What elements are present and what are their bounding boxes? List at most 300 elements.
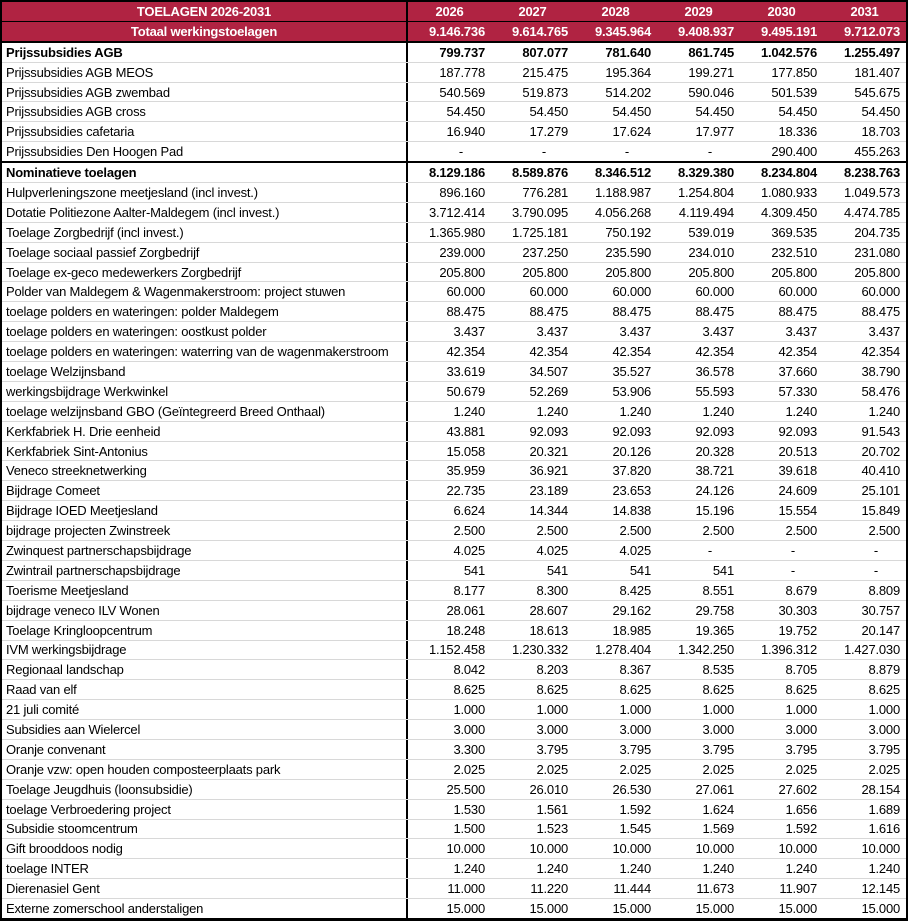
row-label: Veneco streeknetwerking: [2, 461, 408, 480]
cell-value-2029: -: [707, 542, 712, 558]
cell-value-2028: 195.364: [605, 64, 651, 80]
cell-value-2030: 8.234.804: [760, 165, 817, 181]
cell-value-2028: 29.162: [612, 602, 651, 618]
cell-value-2031: 8.879: [868, 662, 900, 678]
cell-value-2027: 776.281: [522, 184, 568, 200]
row-label: werkingsbijdrage Werkwinkel: [2, 382, 408, 401]
cell-value-2027: 18.613: [529, 622, 568, 638]
row-label: Oranje convenant: [2, 740, 408, 759]
cell-value-2028: 15.000: [612, 901, 651, 917]
table-row: [2, 520, 906, 540]
cell-value-2030: 3.795: [785, 741, 817, 757]
cell-value-2031: 25.101: [861, 483, 900, 499]
cell-value-2029: 1.000: [702, 702, 734, 718]
cell-value-2028: 17.624: [612, 124, 651, 140]
cell-value-2027: 2.500: [536, 523, 568, 539]
cell-value-2030: 18.336: [778, 124, 817, 140]
cell-value-2027: 1.000: [536, 702, 568, 718]
cell-value-2027: 237.250: [522, 244, 568, 260]
cell-value-2028: 8.625: [619, 682, 651, 698]
cell-value-2026: 10.000: [446, 841, 485, 857]
cell-value-2028: 1.240: [619, 403, 651, 419]
cell-value-2027: 17.279: [529, 124, 568, 140]
cell-value-2027: 60.000: [529, 284, 568, 300]
cell-value-2027: -: [541, 144, 546, 160]
cell-value-2029: 205.800: [688, 264, 734, 280]
cell-value-2028: 8.425: [619, 582, 651, 598]
table-row: [2, 101, 906, 121]
cell-value-2031: 205.800: [854, 264, 900, 280]
total-value-2027: 9.614.765: [511, 23, 568, 39]
cell-value-2027: 205.800: [522, 264, 568, 280]
cell-value-2027: 36.921: [529, 463, 568, 479]
cell-value-2031: 1.240: [868, 861, 900, 877]
cell-value-2029: 29.758: [695, 602, 734, 618]
cell-value-2030: 39.618: [778, 463, 817, 479]
cell-value-2031: 15.000: [861, 901, 900, 917]
cell-value-2031: 54.450: [861, 104, 900, 120]
row-label: Subsidies aan Wielercel: [2, 720, 408, 739]
cell-value-2030: 4.309.450: [760, 204, 817, 220]
row-label: Externe zomerschool anderstaligen: [2, 899, 408, 918]
cell-value-2028: 14.838: [612, 503, 651, 519]
cell-value-2026: 205.800: [439, 264, 485, 280]
cell-value-2028: 20.126: [612, 443, 651, 459]
cell-value-2026: -: [458, 144, 463, 160]
cell-value-2028: 750.192: [605, 224, 651, 240]
cell-value-2030: 57.330: [778, 383, 817, 399]
cell-value-2030: 92.093: [778, 423, 817, 439]
table-row: [2, 182, 906, 202]
table-row: [2, 679, 906, 699]
table-row: [2, 779, 906, 799]
cell-value-2031: 3.795: [868, 741, 900, 757]
cell-value-2027: 88.475: [529, 304, 568, 320]
cell-value-2028: 23.653: [612, 483, 651, 499]
cell-value-2026: 50.679: [446, 383, 485, 399]
cell-value-2031: 88.475: [861, 304, 900, 320]
cell-value-2031: 60.000: [861, 284, 900, 300]
year-header-2030: 2030: [767, 3, 796, 19]
cell-value-2026: 540.569: [439, 84, 485, 100]
table-row: [2, 381, 906, 401]
cell-value-2026: 3.712.414: [428, 204, 485, 220]
cell-value-2028: 11.444: [613, 881, 651, 897]
cell-value-2028: 60.000: [612, 284, 651, 300]
cell-value-2027: 807.077: [522, 44, 568, 60]
cell-value-2026: 2.025: [453, 761, 485, 777]
cell-value-2028: 235.590: [605, 244, 651, 260]
cell-value-2029: -: [707, 144, 712, 160]
cell-value-2027: 3.000: [536, 722, 568, 737]
cell-value-2026: 8.625: [453, 682, 485, 698]
table-row: [2, 838, 906, 858]
cell-value-2029: 10.000: [695, 841, 734, 857]
cell-value-2027: 8.625: [536, 682, 568, 698]
cell-value-2028: 2.500: [619, 523, 651, 539]
cell-value-2027: 1.240: [536, 861, 568, 877]
row-label: bijdrage veneco ILV Wonen: [2, 601, 408, 620]
cell-value-2026: 15.058: [446, 443, 485, 459]
row-label: toelage Welzijnsband: [2, 362, 408, 381]
table-row: [2, 540, 906, 560]
cell-value-2027: 8.300: [536, 582, 568, 598]
cell-value-2031: 181.407: [854, 64, 900, 80]
table-row: [2, 620, 906, 640]
row-label: Prijssubsidies AGB cross: [2, 102, 408, 121]
total-value-2028: 9.345.964: [594, 23, 651, 39]
table-row: [2, 699, 906, 719]
cell-value-2030: 1.042.576: [760, 44, 817, 60]
row-label: Polder van Maldegem & Wagenmakerstroom: project stuwen: [2, 282, 408, 301]
cell-value-2027: 8.203: [536, 662, 568, 678]
cell-value-2029: 4.119.494: [678, 204, 734, 220]
cell-value-2031: 1.616: [868, 821, 900, 837]
cell-value-2030: 15.554: [778, 503, 817, 519]
row-label: Prijssubsidies AGB zwembad: [2, 83, 408, 102]
row-label: Bijdrage IOED Meetjesland: [2, 501, 408, 520]
row-label: Prijssubsidies Den Hoogen Pad: [2, 142, 408, 161]
cell-value-2026: 239.000: [439, 244, 485, 260]
cell-value-2028: 2.025: [619, 761, 651, 777]
row-label: Hulpverleningszone meetjesland (incl invest.): [2, 183, 408, 202]
cell-value-2031: 1.000: [868, 702, 900, 718]
cell-value-2030: 19.752: [778, 622, 817, 638]
table-row: [2, 659, 906, 679]
cell-value-2030: 24.609: [778, 483, 817, 499]
cell-value-2031: 30.757: [861, 602, 900, 618]
cell-value-2030: 3.437: [785, 324, 817, 340]
row-label: toelage polders en wateringen: waterring van de wagenmakerstroom: [2, 342, 408, 361]
row-label: Kerkfabriek Sint-Antonius: [2, 442, 408, 461]
table-row: [2, 82, 906, 102]
cell-value-2028: 781.640: [605, 44, 651, 60]
cell-value-2027: 11.220: [530, 881, 568, 897]
cell-value-2026: 43.881: [446, 423, 485, 439]
table-row: [2, 441, 906, 461]
cell-value-2027: 215.475: [522, 64, 568, 80]
cell-value-2031: 1.427.030: [843, 642, 900, 658]
cell-value-2026: 18.248: [446, 622, 485, 638]
cell-value-2027: 14.344: [529, 503, 568, 519]
cell-value-2029: 541: [712, 562, 734, 578]
cell-value-2030: -: [790, 562, 795, 578]
cell-value-2027: 92.093: [529, 423, 568, 439]
cell-value-2029: 2.025: [702, 761, 734, 777]
row-label: 21 juli comité: [2, 700, 408, 719]
total-value-2031: 9.712.073: [843, 23, 900, 39]
cell-value-2029: 3.000: [702, 722, 734, 737]
cell-value-2026: 1.152.458: [428, 642, 485, 658]
row-label: Kerkfabriek H. Drie eenheid: [2, 422, 408, 441]
cell-value-2029: 1.624: [702, 801, 734, 817]
cell-value-2026: 3.437: [453, 324, 485, 340]
cell-value-2026: 8.042: [453, 662, 485, 678]
row-label: Oranje vzw: open houden composteerplaats park: [2, 760, 408, 779]
cell-value-2027: 8.589.876: [511, 165, 568, 181]
table-row: [2, 361, 906, 381]
cell-value-2029: 88.475: [695, 304, 734, 320]
cell-value-2029: 92.093: [695, 423, 734, 439]
table-row: [2, 799, 906, 819]
cell-value-2026: 33.619: [446, 363, 485, 379]
cell-value-2029: 55.593: [695, 383, 734, 399]
row-label: Toerisme Meetjesland: [2, 581, 408, 600]
cell-value-2030: 501.539: [771, 84, 817, 100]
cell-value-2029: 539.019: [688, 224, 734, 240]
cell-value-2030: 369.535: [771, 224, 817, 240]
cell-value-2030: 15.000: [778, 901, 817, 917]
row-label: Toelage Kringloopcentrum: [2, 621, 408, 640]
cell-value-2029: 2.500: [702, 523, 734, 539]
cell-value-2030: 54.450: [778, 104, 817, 120]
cell-value-2030: 290.400: [771, 144, 817, 160]
year-header-2026: 2026: [435, 3, 464, 19]
cell-value-2028: 1.240: [619, 861, 651, 877]
cell-value-2030: -: [790, 542, 795, 558]
cell-value-2030: 205.800: [771, 264, 817, 280]
cell-value-2029: 1.254.804: [677, 184, 734, 200]
cell-value-2029: 60.000: [695, 284, 734, 300]
cell-value-2027: 1.561: [536, 801, 568, 817]
cell-value-2031: 8.809: [868, 582, 900, 598]
row-label: Bijdrage Comeet: [2, 481, 408, 500]
row-label: bijdrage projecten Zwinstreek: [2, 521, 408, 540]
cell-value-2028: 1.188.987: [594, 184, 651, 200]
cell-value-2026: 187.778: [439, 64, 485, 80]
cell-value-2028: 18.985: [612, 622, 651, 638]
row-label: Dierenasiel Gent: [2, 879, 408, 898]
table-row: [2, 580, 906, 600]
cell-value-2029: 17.977: [695, 124, 734, 140]
cell-value-2031: 1.240: [868, 403, 900, 419]
cell-value-2030: 1.240: [785, 861, 817, 877]
row-label: Toelage Jeugdhuis (loonsubsidie): [2, 780, 408, 799]
cell-value-2030: 8.705: [785, 662, 817, 678]
cell-value-2027: 3.790.095: [511, 204, 568, 220]
cell-value-2026: 25.500: [446, 781, 485, 797]
cell-value-2026: 8.129.186: [428, 165, 485, 181]
cell-value-2027: 4.025: [536, 542, 568, 558]
cell-value-2028: 3.437: [619, 324, 651, 340]
row-label: toelage polders en wateringen: polder Maldegem: [2, 302, 408, 321]
cell-value-2030: 1.080.933: [760, 184, 817, 200]
cell-value-2031: 4.474.785: [843, 204, 900, 220]
cell-value-2029: 15.000: [695, 901, 734, 917]
cell-value-2030: 88.475: [778, 304, 817, 320]
cell-value-2029: 590.046: [688, 84, 734, 100]
cell-value-2029: 1.240: [702, 861, 734, 877]
cell-value-2030: 8.679: [785, 582, 817, 598]
cell-value-2026: 8.177: [453, 582, 485, 598]
cell-value-2026: 35.959: [446, 463, 485, 479]
cell-value-2030: 27.602: [778, 781, 817, 797]
cell-value-2027: 3.795: [536, 741, 568, 757]
table-row: [2, 600, 906, 620]
row-label: Prijssubsidies cafetaria: [2, 122, 408, 141]
cell-value-2027: 3.437: [536, 324, 568, 340]
cell-value-2026: 3.000: [453, 722, 485, 737]
cell-value-2031: 12.145: [861, 881, 900, 897]
cell-value-2030: 42.354: [778, 344, 817, 360]
cell-value-2030: 2.025: [785, 761, 817, 777]
cell-value-2027: 10.000: [529, 841, 568, 857]
cell-value-2027: 28.607: [529, 602, 568, 618]
cell-value-2028: 54.450: [612, 104, 651, 120]
cell-value-2029: 42.354: [695, 344, 734, 360]
cell-value-2026: 16.940: [446, 124, 485, 140]
row-label: Nominatieve toelagen: [2, 163, 408, 182]
cell-value-2029: 11.673: [696, 881, 734, 897]
table-row: [2, 281, 906, 301]
table-row: [2, 301, 906, 321]
table-row: [2, 898, 906, 918]
cell-value-2029: 24.126: [695, 483, 734, 499]
row-label: Toelage Zorgbedrijf (incl invest.): [2, 223, 408, 242]
cell-value-2029: 36.578: [695, 363, 734, 379]
cell-value-2030: 60.000: [778, 284, 817, 300]
cell-value-2026: 541: [463, 562, 485, 578]
table-row: [2, 640, 906, 660]
cell-value-2031: 20.147: [861, 622, 900, 638]
cell-value-2030: 20.513: [778, 443, 817, 459]
table-row: [2, 739, 906, 759]
row-label: Zwintrail partnerschapsbijdrage: [2, 561, 408, 580]
cell-value-2026: 22.735: [446, 483, 485, 499]
cell-value-2030: 11.907: [779, 881, 817, 897]
cell-value-2027: 54.450: [529, 104, 568, 120]
year-header-2028: 2028: [601, 3, 630, 19]
cell-value-2031: 38.790: [861, 363, 900, 379]
row-label: Dotatie Politiezone Aalter-Maldegem (incl invest.): [2, 203, 408, 222]
row-label: Prijssubsidies AGB MEOS: [2, 63, 408, 82]
cell-value-2026: 1.365.980: [428, 224, 485, 240]
cell-value-2029: 199.271: [688, 64, 734, 80]
cell-value-2031: 2.500: [868, 523, 900, 539]
cell-value-2030: 2.500: [785, 523, 817, 539]
cell-value-2031: -: [873, 562, 878, 578]
cell-value-2028: 1.000: [619, 702, 651, 718]
cell-value-2028: 1.278.404: [594, 642, 651, 658]
cell-value-2029: 8.535: [702, 662, 734, 678]
cell-value-2031: 58.476: [861, 383, 900, 399]
cell-value-2028: 8.367: [619, 662, 651, 678]
cell-value-2029: 1.342.250: [677, 642, 734, 658]
total-row: [2, 22, 906, 43]
cell-value-2029: 15.196: [695, 503, 734, 519]
row-label: toelage INTER: [2, 859, 408, 878]
cell-value-2030: 1.656: [785, 801, 817, 817]
cell-value-2026: 4.025: [453, 542, 485, 558]
cell-value-2031: 545.675: [854, 84, 900, 100]
cell-value-2031: 42.354: [861, 344, 900, 360]
cell-value-2028: 8.346.512: [594, 165, 651, 181]
cell-value-2026: 799.737: [439, 44, 485, 60]
cell-value-2030: 3.000: [785, 722, 817, 737]
year-header-2031: 2031: [850, 3, 879, 19]
table-row: [2, 43, 906, 62]
cell-value-2027: 1.523: [536, 821, 568, 837]
cell-value-2027: 1.240: [536, 403, 568, 419]
row-label: Prijssubsidies AGB: [2, 43, 408, 62]
table-row: [2, 421, 906, 441]
cell-value-2026: 1.240: [453, 403, 485, 419]
cell-value-2028: 205.800: [605, 264, 651, 280]
cell-value-2030: 177.850: [771, 64, 817, 80]
cell-value-2030: 1.240: [785, 403, 817, 419]
total-row-label: Totaal werkingstoelagen: [2, 22, 408, 41]
cell-value-2031: 8.238.763: [843, 165, 900, 181]
cell-value-2029: 861.745: [688, 44, 734, 60]
cell-value-2031: 18.703: [861, 124, 900, 140]
cell-value-2029: 1.240: [702, 403, 734, 419]
cell-value-2026: 11.000: [447, 881, 485, 897]
cell-value-2027: 26.010: [529, 781, 568, 797]
cell-value-2028: 514.202: [605, 84, 651, 100]
table-row: [2, 819, 906, 839]
cell-value-2026: 2.500: [453, 523, 485, 539]
cell-value-2027: 1.230.332: [511, 642, 568, 658]
cell-value-2028: 35.527: [612, 363, 651, 379]
table-row: [2, 460, 906, 480]
cell-value-2031: 231.080: [854, 244, 900, 260]
cell-value-2029: 234.010: [688, 244, 734, 260]
row-label: Gift brooddoos nodig: [2, 839, 408, 858]
row-label: toelage polders en wateringen: oostkust polder: [2, 322, 408, 341]
cell-value-2026: 1.000: [453, 702, 485, 718]
table-row: [2, 480, 906, 500]
row-label: Raad van elf: [2, 680, 408, 699]
table-row: [2, 341, 906, 361]
cell-value-2026: 42.354: [446, 344, 485, 360]
cell-value-2031: 204.735: [854, 224, 900, 240]
cell-value-2031: 1.049.573: [843, 184, 900, 200]
cell-value-2027: 519.873: [522, 84, 568, 100]
cell-value-2026: 15.000: [446, 901, 485, 917]
cell-value-2030: 232.510: [771, 244, 817, 260]
cell-value-2028: 42.354: [612, 344, 651, 360]
cell-value-2031: 1.689: [868, 801, 900, 817]
table-row: [2, 141, 906, 161]
cell-value-2031: 1.255.497: [843, 44, 900, 60]
cell-value-2029: 3.795: [702, 741, 734, 757]
cell-value-2028: 4.056.268: [594, 204, 651, 220]
cell-value-2028: 1.592: [619, 801, 651, 817]
cell-value-2030: 1.396.312: [760, 642, 817, 658]
table-row: [2, 719, 906, 739]
cell-value-2031: 15.849: [861, 503, 900, 519]
row-label: Toelage ex-geco medewerkers Zorgbedrijf: [2, 263, 408, 282]
cell-value-2030: 1.000: [785, 702, 817, 718]
table-title: TOELAGEN 2026-2031: [2, 2, 408, 21]
cell-value-2028: 541: [629, 562, 651, 578]
table-row: [2, 321, 906, 341]
table-row: [2, 878, 906, 898]
cell-value-2028: -: [624, 144, 629, 160]
total-value-2029: 9.408.937: [677, 23, 734, 39]
header-row: [2, 2, 906, 22]
row-label: toelage welzijnsband GBO (Geïntegreerd Breed Onthaal): [2, 402, 408, 421]
table-row: [2, 222, 906, 242]
table-row: [2, 560, 906, 580]
cell-value-2026: 1.530: [453, 801, 485, 817]
cell-value-2027: 23.189: [529, 483, 568, 499]
cell-value-2026: 60.000: [446, 284, 485, 300]
row-label: Regionaal landschap: [2, 660, 408, 679]
cell-value-2029: 38.721: [695, 463, 734, 479]
cell-value-2027: 15.000: [529, 901, 568, 917]
cell-value-2029: 19.365: [695, 622, 734, 638]
